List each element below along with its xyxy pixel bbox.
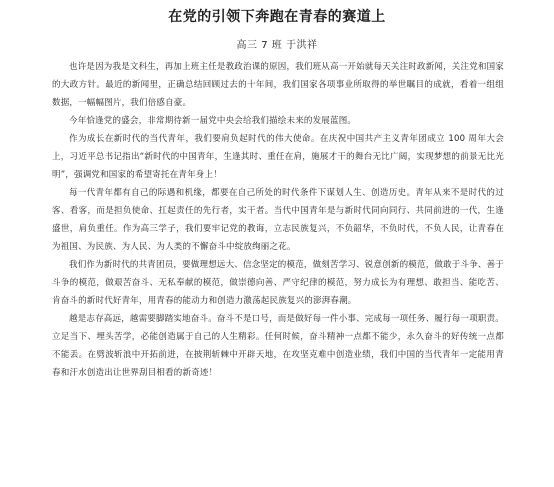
- paragraph-5: 我们作为新时代的共青团员，要做理想远大、信念坚定的模范，做刻苦学习、锐意创新的模范，做敢于斗争、善于斗争的模范，做艰苦奋斗、无私奉献的模范，做崇德向善、严守纪律的模范，努力成长为有理想、敢担当、能吃苦、肯奋斗的新时代好青年，用青春的能动力和创造力激荡起民族复兴的澎湃春潮。: [52, 260, 505, 306]
- paragraph-2: 今年恰逢党的盛会，非常期待新一届党中央会给我们描绘未来的发展蓝图。: [69, 116, 357, 126]
- paragraph-1: 也许是因为我是文科生，再加上班主任是教政治课的原因，我们班从高一开始就每天关注时政新闻，关注党和国家的大政方针。最近的新闻里，正确总结回顾过去的十年间，我们国家各项事业所取得的举世瞩目的成就，看着一组组数据，一幅幅图片，我们倍感自豪。: [52, 62, 505, 108]
- document-title: 在党的引领下奔跑在青春的赛道上: [168, 9, 386, 25]
- author-line: 高三 7 班 于洪祥: [236, 40, 318, 51]
- paragraph-4: 每一代青年都有自己的际遇和机缘，都要在自己所处的时代条件下谋划人生、创造历史。青年从来不是时代的过客、看客，而是担负使命、扛起责任的先行者，实干者。当代中国青年是与新时代同向同行、共同前进的一代，生逢盛世，肩负重任。作为高三学子，我们要牢记党的教诲，立志民族复兴，不负韶华，不负时代，不负人民，让青春在为祖国、为民族、为人民、为人类的不懈奋斗中绽放绚丽之花。: [52, 188, 504, 252]
- paragraph-6: 越是志存高远，越需要脚踏实地奋斗。奋斗不是口号，而是做好每一件小事、完成每一项任务、履行每一项职责。立足当下、埋头苦学，必能创造属于自己的人生精彩。任何时候，奋斗精神一点都不能少，永久奋斗的好传统一点都不能丢。在劈波斩浪中开拓前进，在披荆斩棘中开辟天地，在攻坚克难中创造业绩，我们中国的当代青年一定能用青春和汗水创造出让世界刮目相看的新奇迹！: [52, 314, 505, 378]
- paragraph-3: 作为成长在新时代的当代青年，我们要肩负起时代的伟大使命。在庆祝中国共产主义青年团成立 100 周年大会上，习近平总书记指出“新时代的中国青年，生逢其时、重任在肩，施展才干的舞台无比广阔，实现梦想的前景无比光明”，强调党和国家的希望寄托在青年身上！: [52, 134, 504, 180]
- document-body: [52, 58, 504, 382]
